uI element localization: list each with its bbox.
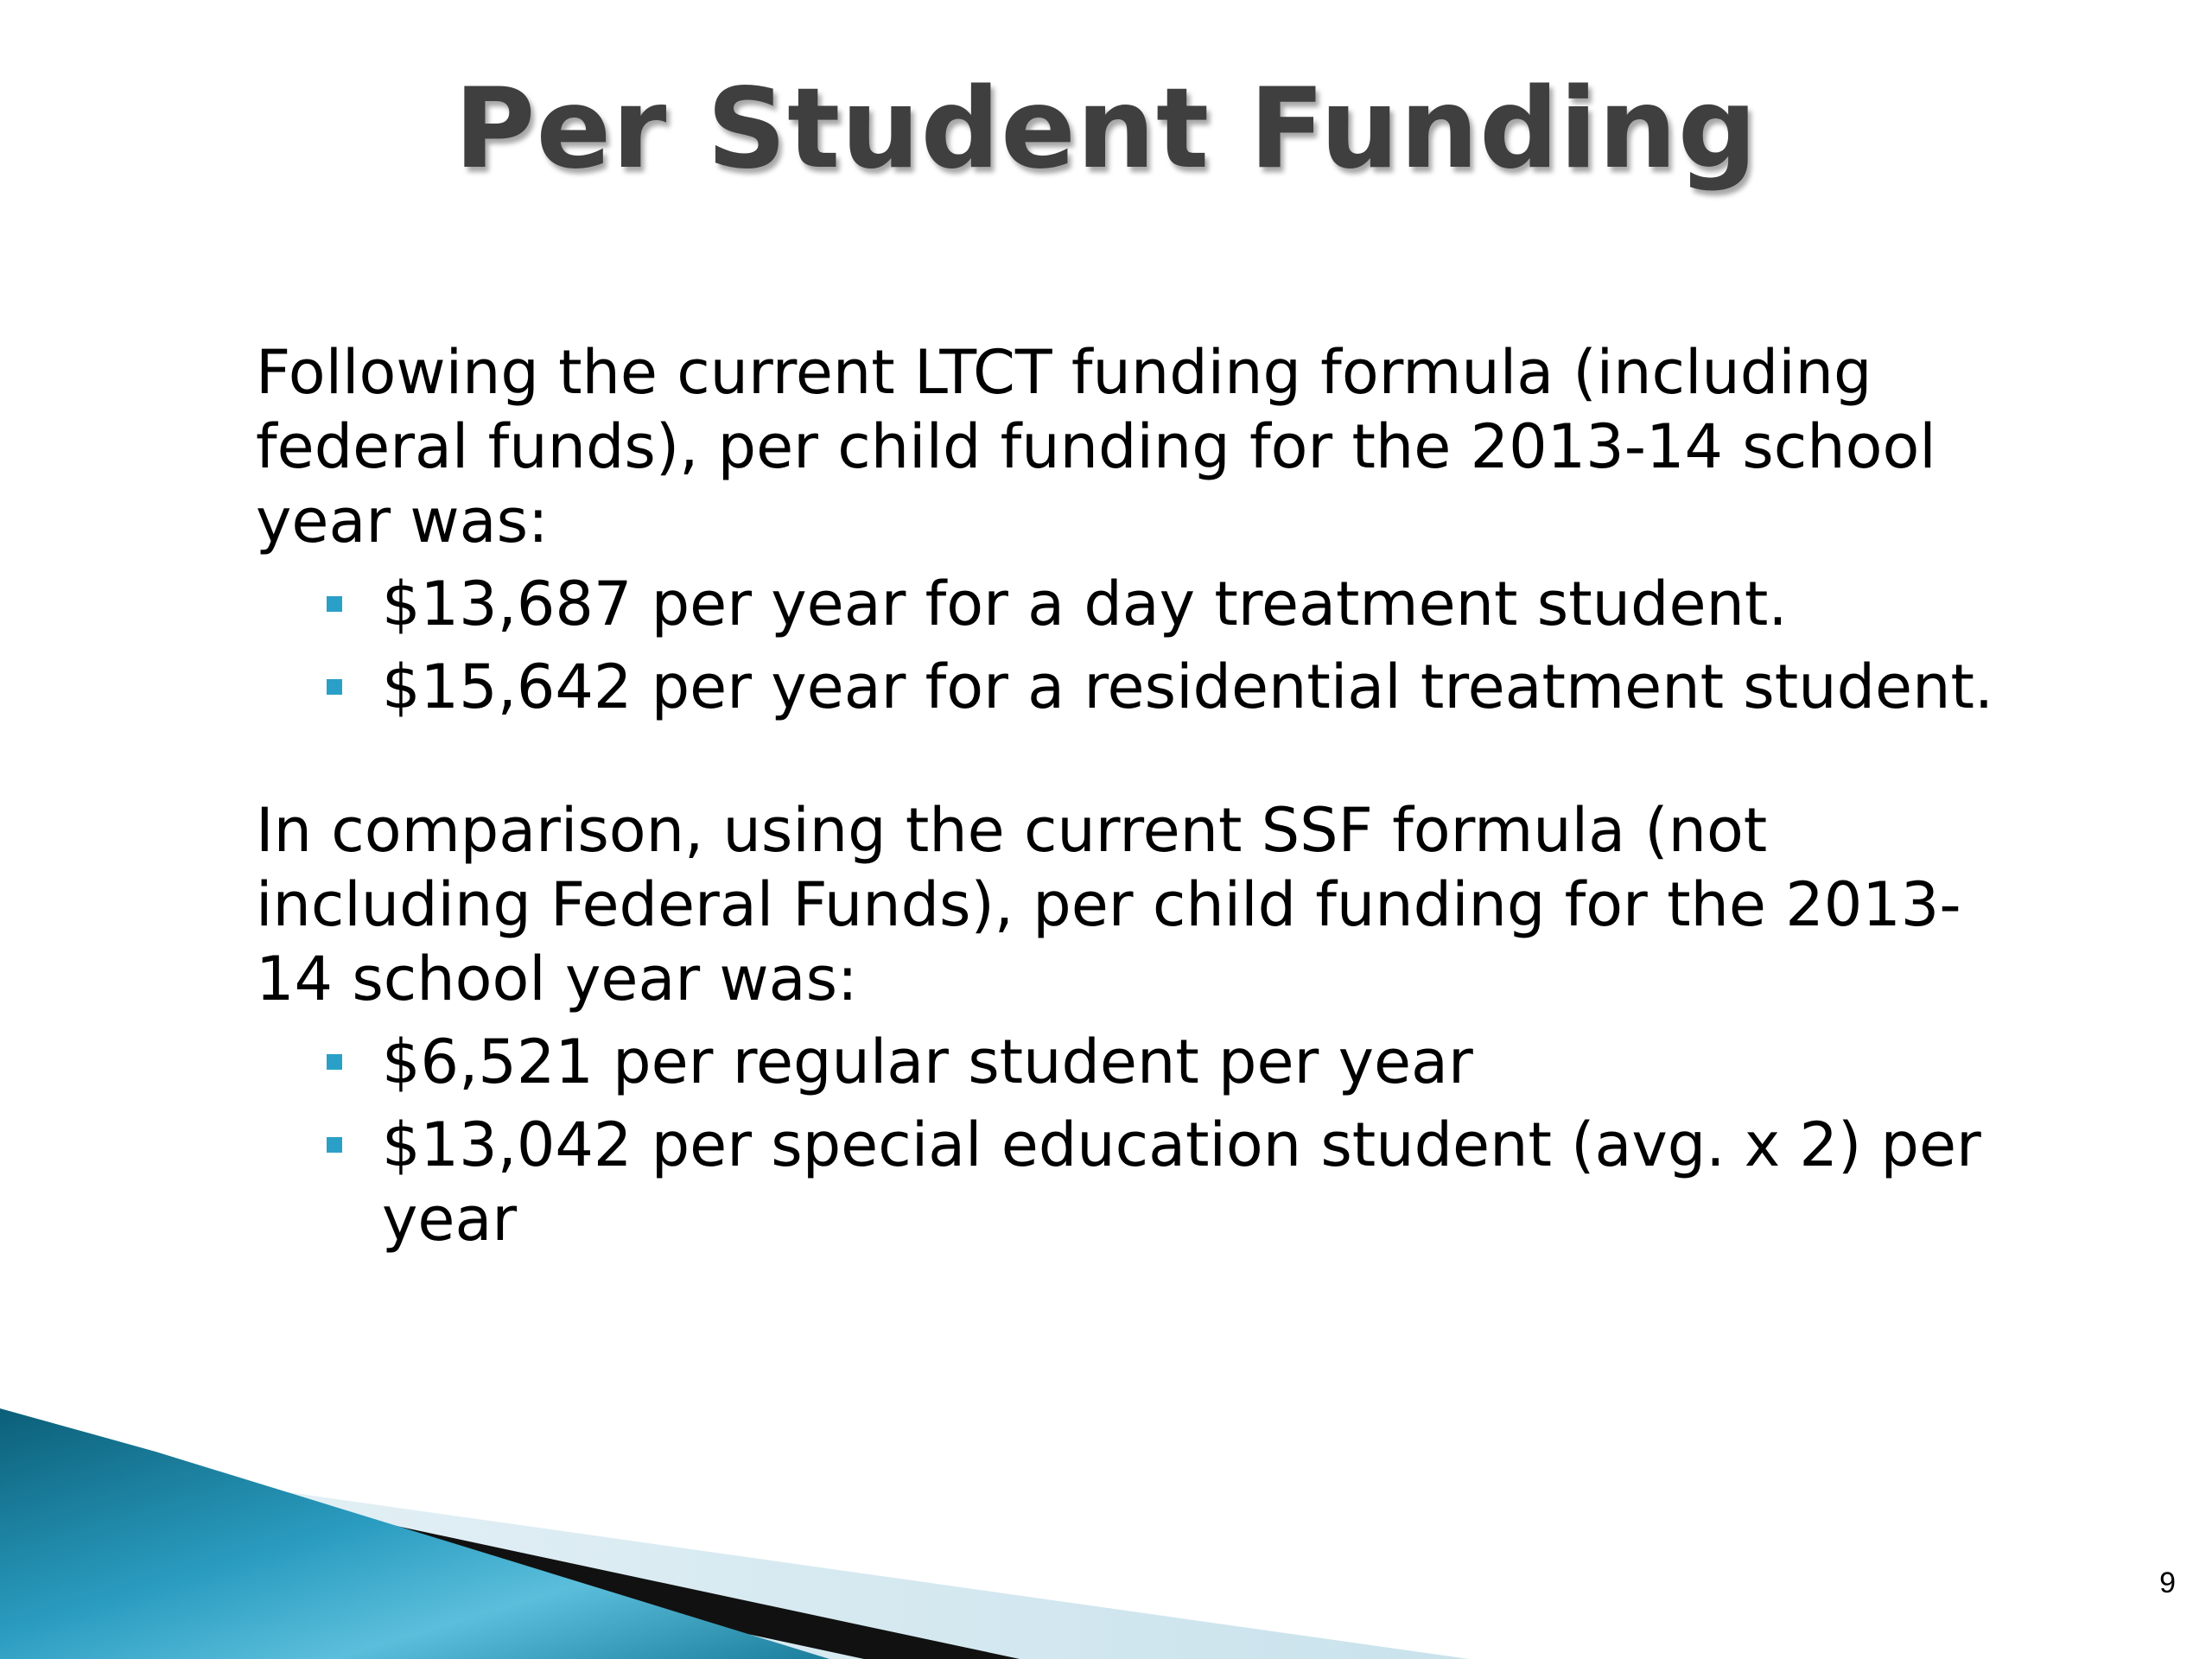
bullet-text: $6,521 per regular student per year (382, 1027, 1473, 1097)
list-item (256, 1108, 2018, 1256)
square-bullet-icon (327, 596, 342, 612)
section-1-bullet-list (256, 567, 2018, 724)
square-bullet-icon (327, 679, 342, 695)
teal-wave-shape (0, 1408, 830, 1659)
section-1-intro: Following the current LTCT funding formula (including federal funds), per child funding for the 2013-14 school year was: (256, 337, 1936, 556)
section-2-bullet-list (256, 1025, 2018, 1256)
list-item (256, 650, 2018, 724)
square-bullet-icon (327, 1137, 342, 1153)
section-2-intro: In comparison, using the current SSF formula (not including Federal Funds), per child funding for the 2013-14 school year was: (256, 795, 1961, 1014)
square-bullet-icon (327, 1054, 342, 1070)
section-divider (256, 724, 2018, 793)
slide-body (256, 335, 2018, 1256)
list-item (256, 567, 2018, 641)
bullet-text: $13,687 per year for a day treatment student. (382, 569, 1788, 639)
bullet-text: $15,642 per year for a residential treatment student. (382, 652, 1994, 722)
list-item (256, 1025, 2018, 1099)
slide-title: Per Student Funding (454, 65, 1758, 194)
page-number: 9 (2159, 1567, 2176, 1599)
decorative-wave-graphic (0, 1313, 2212, 1659)
bullet-text: $13,042 per special education student (avg. x 2) per year (382, 1109, 1981, 1255)
